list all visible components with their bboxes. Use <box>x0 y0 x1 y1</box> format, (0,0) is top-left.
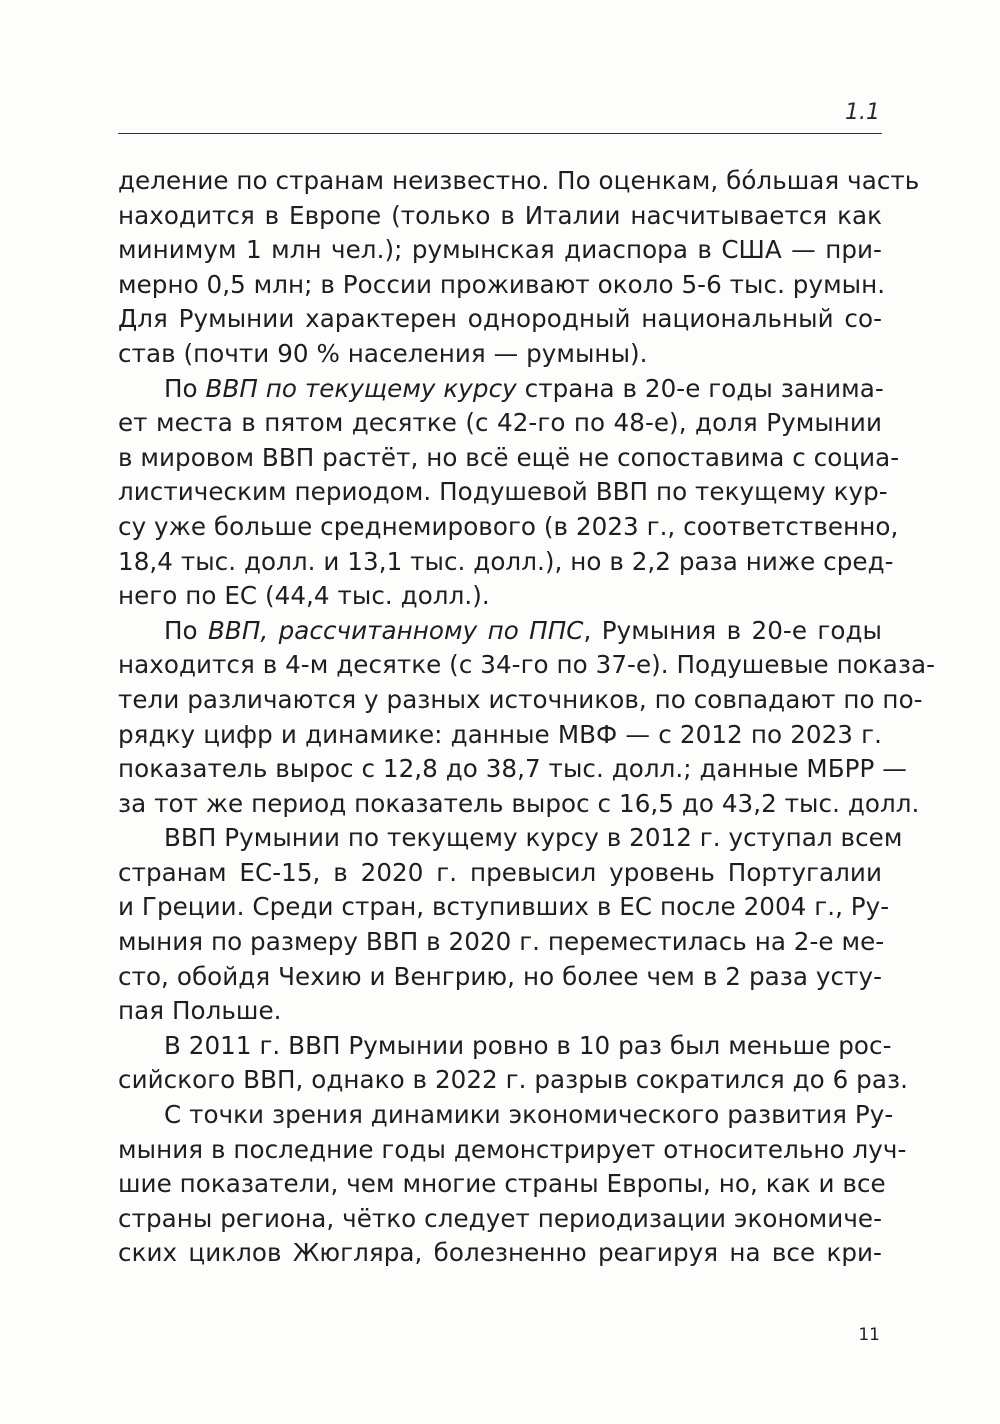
text-run: По <box>164 615 208 645</box>
text-line: 18,4 тыс. долл. и 13,1 тыс. долл.), но в 2,2 раза ниже сред- <box>118 546 894 576</box>
text-line: сто, обойдя Чехию и Венгрию, но более чем в 2 раза усту- <box>118 961 882 991</box>
text-line: него по ЕС (44,4 тыс. долл.). <box>118 581 490 611</box>
text-line: страны региона, чётко следует периодизации экономиче- <box>118 1203 882 1233</box>
header-rule <box>118 133 882 134</box>
text-run: , Румыния в 20-е годы <box>583 615 882 645</box>
text-line: в мировом ВВП растёт, но всё ещё не сопоставима с социа- <box>118 442 900 472</box>
text-line: листическим периодом. Подушевой ВВП по текущему кур- <box>118 477 888 507</box>
text-line: за тот же период показатель вырос с 16,5 до 43,2 тыс. долл. <box>118 788 920 818</box>
text-line: мыния в последние годы демонстрирует относительно луч- <box>118 1134 907 1164</box>
body-text <box>118 164 936 1271</box>
text-line <box>118 614 882 649</box>
text-line: находится в 4-м десятке (с 34-го по 37-е). Подушевые показа- <box>118 650 936 680</box>
text-line: ет места в пятом десятке (с 42-го по 48-е), доля Румынии <box>118 408 882 438</box>
text-line: и Греции. Среди стран, вступивших в ЕС после 2004 г., Ру- <box>118 892 890 922</box>
text-line <box>118 372 882 407</box>
text-line: су уже больше среднемирового (в 2023 г., соответственно, <box>118 511 899 541</box>
text-line: ских циклов Жюгляра, болезненно реагируя на все кри- <box>118 1238 882 1268</box>
text-run: страна в 20-е годы занима- <box>516 373 884 403</box>
text-line: Для Румынии характерен однородный национальный со- <box>118 304 882 334</box>
italic-term: ВВП, рассчитанному по ППС <box>208 615 584 645</box>
text-line: сийского ВВП, однако в 2022 г. разрыв сократился до 6 раз. <box>118 1065 908 1095</box>
text-line: пая Польше. <box>118 996 282 1026</box>
italic-term: ВВП по текущему курсу <box>205 373 517 403</box>
text-line: мерно 0,5 млн; в России проживают около 5-6 тыс. румын. <box>118 269 886 299</box>
text-line: показатель вырос с 12,8 до 38,7 тыс. долл.; данные МБРР — <box>118 754 907 784</box>
text-line: минимум 1 млн чел.); румынская диаспора в США — при- <box>118 235 882 265</box>
text-line: странам ЕС-15, в 2020 г. превысил уровень Португалии <box>118 857 882 887</box>
text-line: став (почти 90 % населения — румыны). <box>118 338 648 368</box>
text-line: шие показатели, чем многие страны Европы, но, как и все <box>118 1169 886 1199</box>
text-line: тели различаются у разных источников, по совпадают по по- <box>118 684 923 714</box>
text-line: деление по странам неизвестно. По оценкам, бóльшая часть <box>118 166 920 195</box>
text-line: ВВП Румынии по текущему курсу в 2012 г. уступал всем <box>164 823 903 853</box>
text-line: находится в Европе (только в Италии насчитывается как <box>118 200 882 230</box>
section-number: 1.1 <box>845 100 880 125</box>
text-line: мыния по размеру ВВП в 2020 г. переместилась на 2-е ме- <box>118 927 885 957</box>
page-number: 11 <box>858 1325 880 1345</box>
text-run: По <box>164 373 206 403</box>
text-line: рядку цифр и динамике: данные МВФ — с 2012 по 2023 г. <box>118 719 882 749</box>
text-line: С точки зрения динамики экономического развития Ру- <box>164 1100 894 1130</box>
text-line: В 2011 г. ВВП Румынии ровно в 10 раз был меньше рос- <box>164 1030 892 1060</box>
